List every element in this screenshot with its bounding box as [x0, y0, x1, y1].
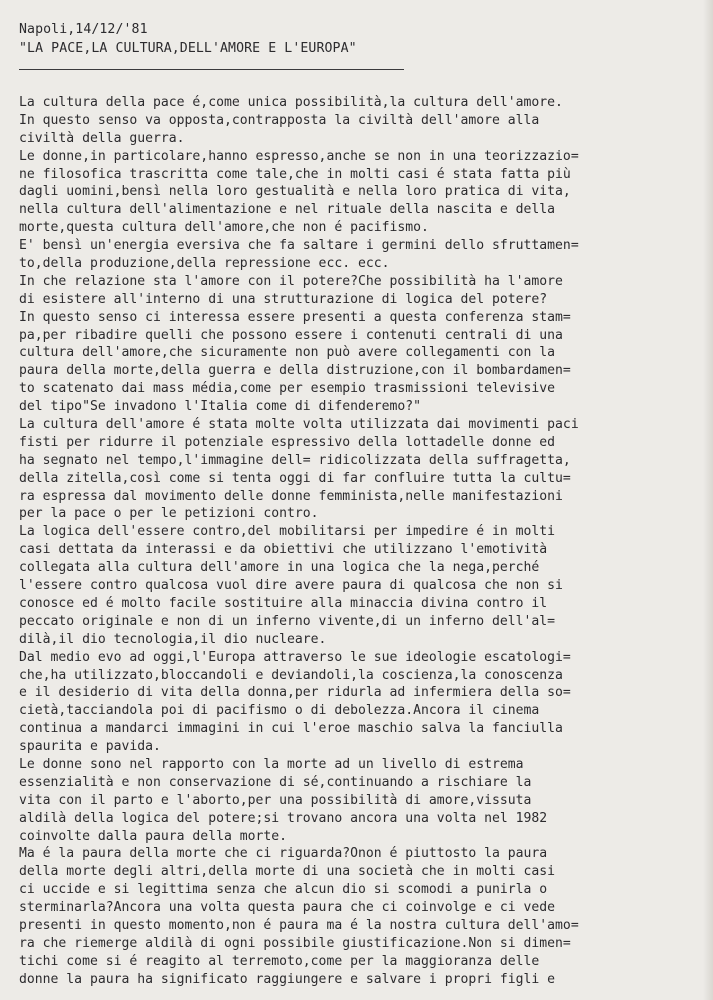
- text-line: che,ha utilizzato,bloccandoli e deviandoli,la coscienza,la conoscenza: [19, 667, 563, 683]
- text-line: continua a mandarci immagini in cui l'eroe maschio salva la fanciulla: [19, 721, 563, 737]
- text-line: ha segnato nel tempo,l'immagine dell= ridicolizzata della suffragetta,: [19, 452, 571, 468]
- text-line: In questo senso ci interessa essere presenti a questa conferenza stam=: [19, 309, 571, 325]
- text-line: casi dettata da interassi e da obiettivi che utilizzano l'emotività: [19, 542, 548, 558]
- text-line: to scatenato dai mass média,come per esempio trasmissioni televisive: [19, 381, 556, 397]
- text-line: La cultura della pace é,come unica possibilità,la cultura dell'amore.: [19, 95, 563, 110]
- text-line: della zitella,così come si tenta oggi di far confluire tutta la cultu=: [19, 470, 571, 486]
- text-line: conosce ed é molto facile sostituire alla minaccia divina contro il: [19, 595, 548, 611]
- text-line: Le donne,in particolare,hanno espresso,anche se non in una teorizzazio=: [19, 148, 579, 164]
- text-line: dilà,il dio tecnologia,il dio nucleare.: [19, 631, 327, 647]
- text-line: ra espressa dal movimento delle donne femminista,nelle manifestazioni: [19, 488, 563, 504]
- text-line: In che relazione sta l'amore con il potere?Che possibilità ha l'amore: [19, 273, 563, 289]
- text-line: sterminarla?Ancora una volta questa paura che ci coinvolge e ci vede: [19, 900, 556, 916]
- text-line: La cultura dell'amore é stata molte volta utilizzata dai movimenti paci: [19, 417, 579, 433]
- page-edge-shadow: [703, 0, 713, 1000]
- document-title: "LA PACE,LA CULTURA,DELL'AMORE E L'EUROPA": [19, 41, 357, 56]
- text-line: l'essere contro qualcosa vuol dire avere paura di qualcosa che non si: [19, 578, 563, 594]
- date-line: Napoli,14/12/'81: [19, 22, 148, 37]
- text-line: del tipo"Se invadono l'Italia come di difenderemo?": [19, 399, 422, 415]
- text-line: per la pace o per le petizioni contro.: [19, 506, 319, 522]
- document-header: [19, 20, 419, 58]
- text-line: Dal medio evo ad oggi,l'Europa attraverso le sue ideologie escatologi=: [19, 649, 571, 665]
- text-line: cultura dell'amore,che sicuramente non può avere collegamenti con la: [19, 345, 556, 361]
- text-line: cietà,tacciandola poi di pacifismo o di debolezza.Ancora il cinema: [19, 703, 540, 719]
- text-line: donne la paura ha significato raggiungere e salvare i propri figli e: [19, 971, 556, 987]
- text-line: presenti in questo momento,non é paura ma é la nostra cultura dell'amo=: [19, 917, 579, 933]
- text-line: La logica dell'essere contro,del mobilitarsi per impedire é in molti: [19, 524, 556, 540]
- text-line: aldilà della logica del potere;si trovano ancora una volta nel 1982: [19, 810, 548, 826]
- text-line: tichi come si é reagito al terremoto,come per la maggioranza delle: [19, 953, 540, 969]
- text-line: fisti per ridurre il potenziale espressivo della lottadelle donne ed: [19, 434, 556, 450]
- text-line: ne filosofica trascritta come tale,che in molti casi é stata fatta più: [19, 166, 571, 182]
- text-line: dagli uomini,bensì nella loro gestualità e nella loro pratica di vita,: [19, 184, 571, 200]
- text-line: nella cultura dell'alimentazione e nel rituale della nascita e della: [19, 202, 556, 218]
- text-line: paura della morte,della guerra e della distruzione,con il bombardamen=: [19, 363, 571, 379]
- text-line: pa,per ribadire quelli che possono essere i contenuti centrali di una: [19, 327, 563, 343]
- text-line: E' bensì un'energia eversiva che fa saltare i germini dello sfruttamen=: [19, 238, 579, 254]
- text-line: ra che riemerge aldilà di ogni possibile giustificazione.Non si dimen=: [19, 935, 571, 951]
- body-text: [19, 94, 689, 989]
- text-line: coinvolte dalla paura della morte.: [19, 828, 288, 844]
- header-underline: [19, 69, 404, 70]
- text-line: Ma é la paura della morte che ci riguarda?Onon é piuttosto la paura: [19, 846, 548, 862]
- text-line: della morte degli altri,della morte di una società che in molti casi: [19, 864, 556, 880]
- text-line: vita con il parto e l'aborto,per una possibilità di amore,vissuta: [19, 792, 532, 808]
- text-line: peccato originale e non di un inferno vivente,di un inferno dell'al=: [19, 613, 556, 629]
- text-line: di esistere all'interno di una strutturazione di logica del potere?: [19, 291, 548, 307]
- text-line: to,della produzione,della repressione ecc. ecc.: [19, 256, 390, 272]
- text-line: essenzialità e non conservazione di sé,continuando a rischiare la: [19, 774, 532, 790]
- text-line: morte,questa cultura dell'amore,che non é pacifismo.: [19, 220, 429, 236]
- text-line: civiltà della guerra.: [19, 130, 185, 146]
- text-line: Le donne sono nel rapporto con la morte ad un livello di estrema: [19, 756, 524, 772]
- text-line: ci uccide e si legittima senza che alcun dio si scomodi a punirla o: [19, 882, 548, 898]
- text-line: In questo senso va opposta,contrapposta la civiltà dell'amore alla: [19, 112, 540, 128]
- text-line: e il desiderio di vita della donna,per ridurla ad infermiera della so=: [19, 685, 571, 701]
- text-line: collegata alla cultura dell'amore in una logica che la nega,perché: [19, 560, 540, 576]
- text-line: spaurita e pavida.: [19, 739, 161, 755]
